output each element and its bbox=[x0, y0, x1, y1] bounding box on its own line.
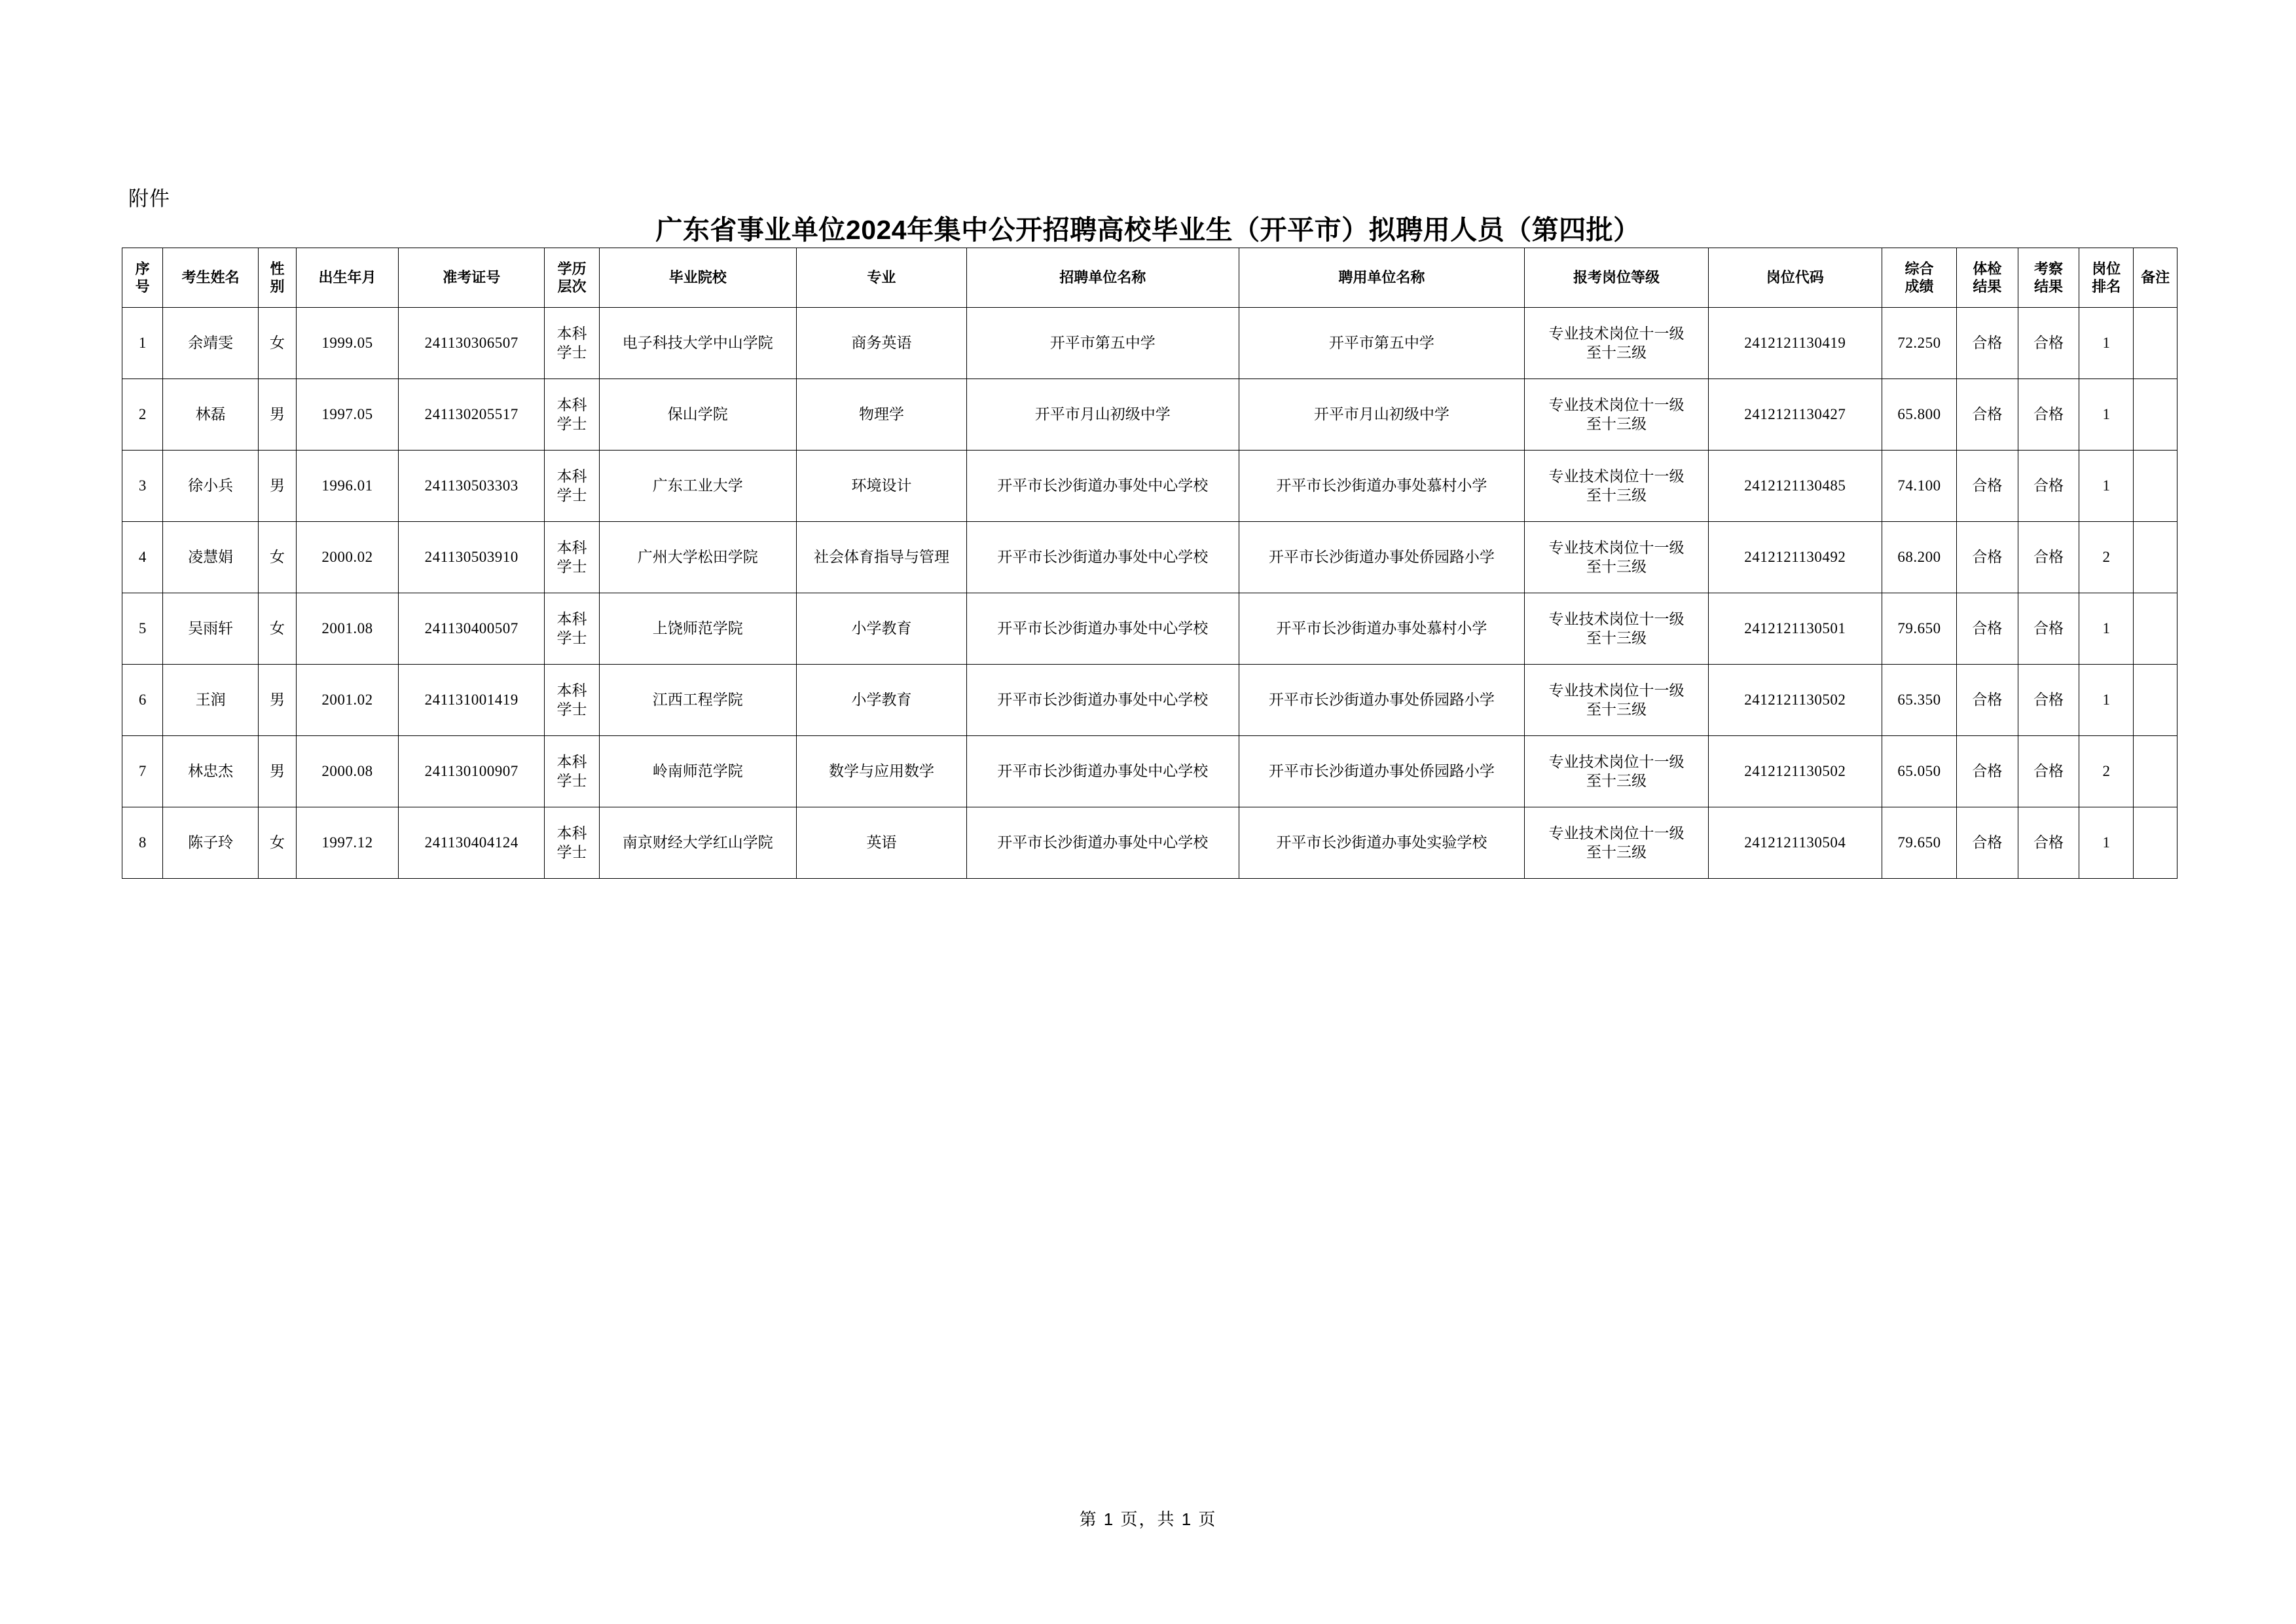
cell-ticket: 241131001419 bbox=[398, 665, 544, 736]
table-row bbox=[122, 308, 2178, 379]
cell-score: 65.800 bbox=[1882, 379, 1956, 451]
cell-rank: 1 bbox=[2079, 665, 2134, 736]
cell-post-level-line2: 至十三级 bbox=[1586, 843, 1647, 860]
cell-degree bbox=[545, 736, 599, 807]
cell-employ-unit: 开平市长沙街道办事处侨园路小学 bbox=[1239, 522, 1525, 593]
cell-medical: 合格 bbox=[1957, 522, 2018, 593]
cell-gender: 男 bbox=[258, 736, 296, 807]
cell-degree bbox=[545, 807, 599, 879]
cell-remark bbox=[2134, 379, 2178, 451]
cell-score: 68.200 bbox=[1882, 522, 1956, 593]
cell-employ-unit: 开平市长沙街道办事处侨园路小学 bbox=[1239, 736, 1525, 807]
cell-medical: 合格 bbox=[1957, 593, 2018, 665]
col-header-gender-line1: 性 bbox=[270, 260, 285, 277]
cell-major: 英语 bbox=[797, 807, 967, 879]
cell-degree-line2: 学士 bbox=[556, 701, 587, 718]
cell-post-level-line1: 专业技术岗位十一级 bbox=[1548, 824, 1685, 842]
cell-birth: 1996.01 bbox=[297, 451, 399, 522]
cell-post-code: 2412121130501 bbox=[1708, 593, 1882, 665]
cell-degree-line2: 学士 bbox=[556, 487, 587, 504]
cell-post-level-line1: 专业技术岗位十一级 bbox=[1548, 539, 1685, 557]
cell-index: 4 bbox=[122, 522, 163, 593]
cell-rank: 1 bbox=[2079, 379, 2134, 451]
cell-major: 商务英语 bbox=[797, 308, 967, 379]
cell-gender: 男 bbox=[258, 379, 296, 451]
cell-recruit-unit: 开平市长沙街道办事处中心学校 bbox=[966, 451, 1239, 522]
col-header-name: 考生姓名 bbox=[163, 248, 259, 308]
cell-rank: 1 bbox=[2079, 807, 2134, 879]
cell-rank: 2 bbox=[2079, 736, 2134, 807]
cell-post-level-line1: 专业技术岗位十一级 bbox=[1548, 610, 1685, 628]
cell-degree bbox=[545, 593, 599, 665]
col-header-birth: 出生年月 bbox=[297, 248, 399, 308]
col-header-index-line2: 号 bbox=[135, 278, 150, 295]
cell-post-level-line1: 专业技术岗位十一级 bbox=[1548, 325, 1685, 342]
cell-degree bbox=[545, 665, 599, 736]
col-header-index-line1: 序 bbox=[135, 260, 150, 277]
cell-remark bbox=[2134, 308, 2178, 379]
col-header-ticket: 准考证号 bbox=[398, 248, 544, 308]
cell-post-level-line2: 至十三级 bbox=[1586, 629, 1647, 646]
cell-degree-line1: 本科 bbox=[556, 682, 587, 699]
cell-ticket: 241130503910 bbox=[398, 522, 544, 593]
table-row bbox=[122, 807, 2178, 879]
cell-score: 65.350 bbox=[1882, 665, 1956, 736]
cell-school: 岭南师范学院 bbox=[599, 736, 796, 807]
cell-degree-line2: 学士 bbox=[556, 772, 587, 789]
cell-post-level-line2: 至十三级 bbox=[1586, 487, 1647, 504]
cell-post-level bbox=[1525, 451, 1709, 522]
cell-score: 79.650 bbox=[1882, 807, 1956, 879]
cell-birth: 2000.02 bbox=[297, 522, 399, 593]
cell-employ-unit: 开平市月山初级中学 bbox=[1239, 379, 1525, 451]
table-row bbox=[122, 451, 2178, 522]
col-header-employ-unit: 聘用单位名称 bbox=[1239, 248, 1525, 308]
attachment-label: 附件 bbox=[128, 187, 170, 210]
cell-name: 吴雨轩 bbox=[163, 593, 259, 665]
cell-major: 数学与应用数学 bbox=[797, 736, 967, 807]
cell-post-level-line1: 专业技术岗位十一级 bbox=[1548, 468, 1685, 485]
cell-degree-line1: 本科 bbox=[556, 468, 587, 485]
appointee-table bbox=[122, 248, 2178, 879]
col-header-rank-line2: 排名 bbox=[2092, 278, 2121, 295]
cell-major: 小学教育 bbox=[797, 665, 967, 736]
cell-recruit-unit: 开平市第五中学 bbox=[966, 308, 1239, 379]
col-header-degree-line1: 学历 bbox=[557, 260, 587, 277]
col-header-medical-line1: 体检 bbox=[1973, 260, 2002, 277]
cell-ticket: 241130100907 bbox=[398, 736, 544, 807]
cell-inspect: 合格 bbox=[2018, 736, 2079, 807]
cell-index: 6 bbox=[122, 665, 163, 736]
col-header-medical bbox=[1957, 248, 2018, 308]
table-row bbox=[122, 522, 2178, 593]
cell-inspect: 合格 bbox=[2018, 593, 2079, 665]
cell-post-code: 2412121130492 bbox=[1708, 522, 1882, 593]
col-header-remark: 备注 bbox=[2134, 248, 2178, 308]
cell-post-level bbox=[1525, 522, 1709, 593]
cell-degree-line1: 本科 bbox=[556, 753, 587, 771]
cell-rank: 1 bbox=[2079, 593, 2134, 665]
cell-post-level-line1: 专业技术岗位十一级 bbox=[1548, 753, 1685, 771]
cell-degree-line2: 学士 bbox=[556, 558, 587, 575]
cell-degree-line1: 本科 bbox=[556, 396, 587, 414]
cell-medical: 合格 bbox=[1957, 308, 2018, 379]
cell-employ-unit: 开平市长沙街道办事处实验学校 bbox=[1239, 807, 1525, 879]
cell-post-level bbox=[1525, 593, 1709, 665]
cell-index: 8 bbox=[122, 807, 163, 879]
cell-employ-unit: 开平市长沙街道办事处慕村小学 bbox=[1239, 593, 1525, 665]
cell-employ-unit: 开平市第五中学 bbox=[1239, 308, 1525, 379]
col-header-score bbox=[1882, 248, 1956, 308]
cell-name: 林磊 bbox=[163, 379, 259, 451]
table-row bbox=[122, 665, 2178, 736]
col-header-inspect-line1: 考察 bbox=[2033, 260, 2063, 277]
cell-post-level-line2: 至十三级 bbox=[1586, 415, 1647, 432]
cell-major: 环境设计 bbox=[797, 451, 967, 522]
cell-name: 王润 bbox=[163, 665, 259, 736]
cell-recruit-unit: 开平市长沙街道办事处中心学校 bbox=[966, 665, 1239, 736]
cell-name: 徐小兵 bbox=[163, 451, 259, 522]
cell-post-level-line2: 至十三级 bbox=[1586, 344, 1647, 361]
cell-major: 物理学 bbox=[797, 379, 967, 451]
cell-remark bbox=[2134, 807, 2178, 879]
cell-medical: 合格 bbox=[1957, 379, 2018, 451]
cell-major: 社会体育指导与管理 bbox=[797, 522, 967, 593]
cell-degree-line1: 本科 bbox=[556, 824, 587, 842]
cell-ticket: 241130205517 bbox=[398, 379, 544, 451]
col-header-score-line2: 成绩 bbox=[1904, 278, 1934, 295]
cell-employ-unit: 开平市长沙街道办事处慕村小学 bbox=[1239, 451, 1525, 522]
cell-post-code: 2412121130419 bbox=[1708, 308, 1882, 379]
cell-remark bbox=[2134, 665, 2178, 736]
col-header-score-line1: 综合 bbox=[1904, 260, 1934, 277]
cell-gender: 男 bbox=[258, 451, 296, 522]
cell-index: 5 bbox=[122, 593, 163, 665]
cell-gender: 男 bbox=[258, 665, 296, 736]
cell-gender: 女 bbox=[258, 593, 296, 665]
cell-school: 上饶师范学院 bbox=[599, 593, 796, 665]
table-header-row bbox=[122, 248, 2178, 308]
cell-birth: 2000.08 bbox=[297, 736, 399, 807]
col-header-rank bbox=[2079, 248, 2134, 308]
cell-post-level-line1: 专业技术岗位十一级 bbox=[1548, 682, 1685, 699]
cell-post-code: 2412121130502 bbox=[1708, 665, 1882, 736]
cell-remark bbox=[2134, 593, 2178, 665]
cell-school: 广州大学松田学院 bbox=[599, 522, 796, 593]
cell-rank: 1 bbox=[2079, 451, 2134, 522]
cell-index: 7 bbox=[122, 736, 163, 807]
cell-degree bbox=[545, 379, 599, 451]
col-header-index bbox=[122, 248, 163, 308]
cell-school: 广东工业大学 bbox=[599, 451, 796, 522]
cell-medical: 合格 bbox=[1957, 665, 2018, 736]
cell-post-level-line2: 至十三级 bbox=[1586, 772, 1647, 789]
cell-score: 74.100 bbox=[1882, 451, 1956, 522]
cell-birth: 1999.05 bbox=[297, 308, 399, 379]
cell-inspect: 合格 bbox=[2018, 451, 2079, 522]
cell-degree-line2: 学士 bbox=[556, 629, 587, 646]
cell-degree-line1: 本科 bbox=[556, 539, 587, 557]
col-header-inspect bbox=[2018, 248, 2079, 308]
cell-post-level-line2: 至十三级 bbox=[1586, 701, 1647, 718]
cell-employ-unit: 开平市长沙街道办事处侨园路小学 bbox=[1239, 665, 1525, 736]
cell-birth: 2001.02 bbox=[297, 665, 399, 736]
cell-degree-line2: 学士 bbox=[556, 843, 587, 860]
cell-post-code: 2412121130485 bbox=[1708, 451, 1882, 522]
col-header-degree-line2: 层次 bbox=[557, 278, 587, 295]
cell-recruit-unit: 开平市长沙街道办事处中心学校 bbox=[966, 593, 1239, 665]
cell-degree-line2: 学士 bbox=[556, 344, 587, 361]
cell-medical: 合格 bbox=[1957, 736, 2018, 807]
table-row bbox=[122, 736, 2178, 807]
cell-recruit-unit: 开平市长沙街道办事处中心学校 bbox=[966, 807, 1239, 879]
col-header-major: 专业 bbox=[797, 248, 967, 308]
col-header-gender bbox=[258, 248, 296, 308]
cell-gender: 女 bbox=[258, 522, 296, 593]
cell-index: 3 bbox=[122, 451, 163, 522]
col-header-medical-line2: 结果 bbox=[1973, 278, 2002, 295]
cell-score: 79.650 bbox=[1882, 593, 1956, 665]
cell-post-level-line2: 至十三级 bbox=[1586, 558, 1647, 575]
cell-inspect: 合格 bbox=[2018, 807, 2079, 879]
cell-ticket: 241130503303 bbox=[398, 451, 544, 522]
cell-birth: 1997.12 bbox=[297, 807, 399, 879]
cell-ticket: 241130400507 bbox=[398, 593, 544, 665]
table-row bbox=[122, 379, 2178, 451]
cell-major: 小学教育 bbox=[797, 593, 967, 665]
table-row bbox=[122, 593, 2178, 665]
cell-ticket: 241130306507 bbox=[398, 308, 544, 379]
cell-rank: 2 bbox=[2079, 522, 2134, 593]
cell-name: 林忠杰 bbox=[163, 736, 259, 807]
cell-degree-line1: 本科 bbox=[556, 610, 587, 628]
cell-post-code: 2412121130427 bbox=[1708, 379, 1882, 451]
cell-school: 电子科技大学中山学院 bbox=[599, 308, 796, 379]
cell-inspect: 合格 bbox=[2018, 379, 2079, 451]
cell-post-level bbox=[1525, 736, 1709, 807]
cell-name: 余靖雯 bbox=[163, 308, 259, 379]
cell-recruit-unit: 开平市长沙街道办事处中心学校 bbox=[966, 736, 1239, 807]
cell-medical: 合格 bbox=[1957, 451, 2018, 522]
cell-post-code: 2412121130502 bbox=[1708, 736, 1882, 807]
col-header-school: 毕业院校 bbox=[599, 248, 796, 308]
cell-birth: 2001.08 bbox=[297, 593, 399, 665]
col-header-gender-line2: 别 bbox=[270, 278, 285, 295]
cell-gender: 女 bbox=[258, 807, 296, 879]
cell-name: 凌慧娟 bbox=[163, 522, 259, 593]
cell-degree bbox=[545, 451, 599, 522]
cell-birth: 1997.05 bbox=[297, 379, 399, 451]
cell-post-level bbox=[1525, 665, 1709, 736]
cell-score: 72.250 bbox=[1882, 308, 1956, 379]
cell-school: 南京财经大学红山学院 bbox=[599, 807, 796, 879]
col-header-inspect-line2: 结果 bbox=[2033, 278, 2063, 295]
cell-recruit-unit: 开平市月山初级中学 bbox=[966, 379, 1239, 451]
cell-inspect: 合格 bbox=[2018, 665, 2079, 736]
col-header-degree bbox=[545, 248, 599, 308]
col-header-post-level: 报考岗位等级 bbox=[1525, 248, 1709, 308]
cell-ticket: 241130404124 bbox=[398, 807, 544, 879]
cell-degree-line2: 学士 bbox=[556, 415, 587, 432]
appointee-table-container bbox=[122, 248, 2178, 879]
col-header-rank-line1: 岗位 bbox=[2092, 260, 2121, 277]
cell-post-level bbox=[1525, 379, 1709, 451]
cell-rank: 1 bbox=[2079, 308, 2134, 379]
cell-school: 保山学院 bbox=[599, 379, 796, 451]
cell-remark bbox=[2134, 522, 2178, 593]
cell-score: 65.050 bbox=[1882, 736, 1956, 807]
cell-remark bbox=[2134, 451, 2178, 522]
col-header-post-code: 岗位代码 bbox=[1708, 248, 1882, 308]
page-title: 广东省事业单位2024年集中公开招聘高校毕业生（开平市）拟聘用人员（第四批） bbox=[655, 215, 1641, 245]
cell-name: 陈子玲 bbox=[163, 807, 259, 879]
cell-post-level-line1: 专业技术岗位十一级 bbox=[1548, 396, 1685, 414]
col-header-recruit-unit: 招聘单位名称 bbox=[966, 248, 1239, 308]
cell-degree bbox=[545, 308, 599, 379]
cell-index: 1 bbox=[122, 308, 163, 379]
cell-index: 2 bbox=[122, 379, 163, 451]
cell-degree-line1: 本科 bbox=[556, 325, 587, 342]
cell-gender: 女 bbox=[258, 308, 296, 379]
cell-school: 江西工程学院 bbox=[599, 665, 796, 736]
cell-post-level bbox=[1525, 807, 1709, 879]
cell-remark bbox=[2134, 736, 2178, 807]
cell-recruit-unit: 开平市长沙街道办事处中心学校 bbox=[966, 522, 1239, 593]
page-footer: 第 1 页，共 1 页 bbox=[1079, 1509, 1217, 1529]
cell-inspect: 合格 bbox=[2018, 308, 2079, 379]
cell-post-code: 2412121130504 bbox=[1708, 807, 1882, 879]
cell-degree bbox=[545, 522, 599, 593]
cell-post-level bbox=[1525, 308, 1709, 379]
cell-medical: 合格 bbox=[1957, 807, 2018, 879]
cell-inspect: 合格 bbox=[2018, 522, 2079, 593]
